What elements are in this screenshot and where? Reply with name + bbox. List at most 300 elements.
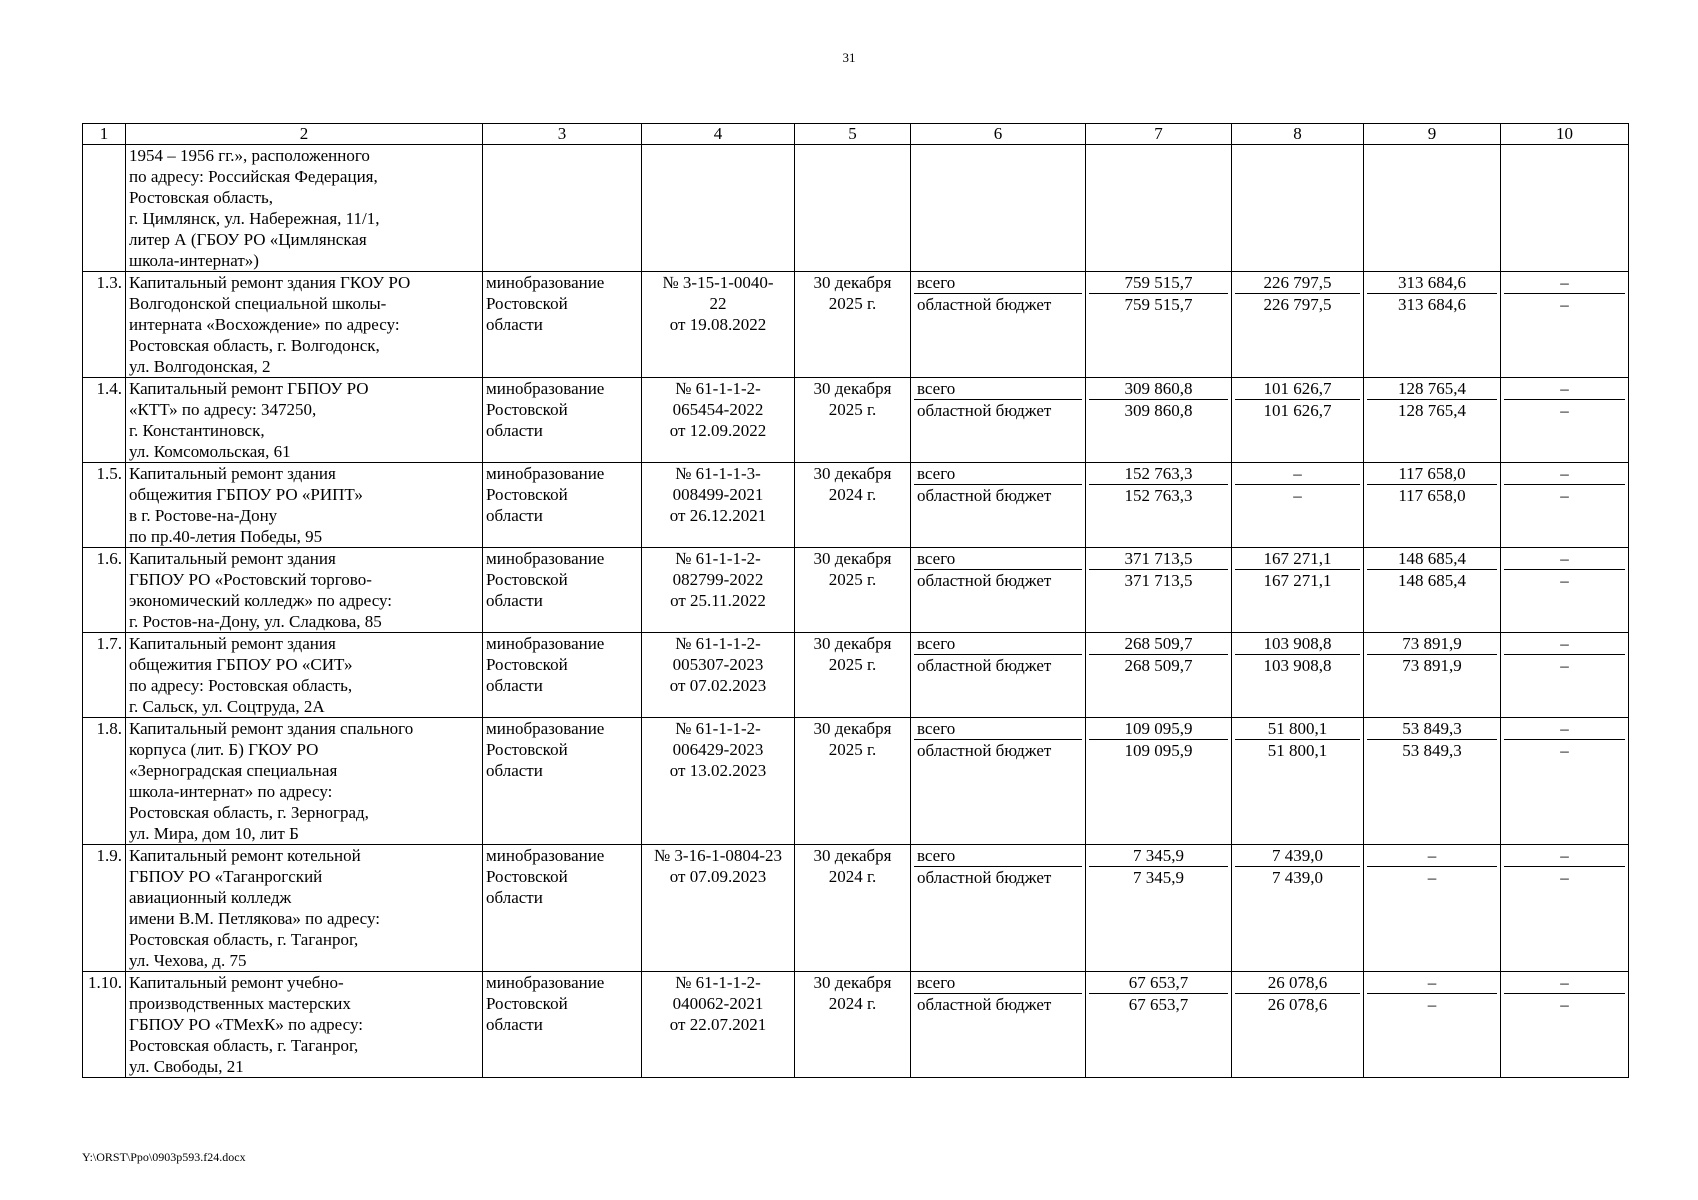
text-line: Ростовской <box>486 485 568 504</box>
row-number-cell: 1.10. <box>83 972 126 1078</box>
object-name-cell <box>126 378 483 463</box>
customer-cell <box>483 972 642 1078</box>
amount-col9-cell-total: 53 849,3 <box>1367 718 1497 740</box>
amount-col9-cell-regional: 117 658,0 <box>1398 486 1466 505</box>
text-line: области <box>486 1015 543 1034</box>
program-table <box>82 123 1629 1078</box>
text-line: литер А (ГБОУ РО «Цимлянская <box>129 230 367 249</box>
text-line: 30 декабря <box>813 549 892 568</box>
deadline-cell <box>795 548 911 633</box>
funding-source-cell-regional: областной бюджет <box>917 741 1052 760</box>
text-line: Ростовской <box>486 400 568 419</box>
amount-col9-cell-regional: 73 891,9 <box>1402 656 1462 675</box>
text-line: 30 декабря <box>813 973 892 992</box>
amount-col8-cell-regional: 167 271,1 <box>1263 571 1332 590</box>
text-line: № 61-1-1-2- <box>675 719 761 738</box>
column-header: 7 <box>1086 124 1232 145</box>
amount-col10-cell-regional: – <box>1560 486 1569 505</box>
object-name-cell <box>126 972 483 1078</box>
amount-col9-cell-total: 148 685,4 <box>1367 548 1497 570</box>
text-line: № 3-16-1-0804-23 <box>653 846 783 865</box>
amount-col9-cell <box>1364 272 1501 378</box>
table-row <box>83 845 1629 972</box>
amount-col10-cell-regional: – <box>1560 401 1569 420</box>
amount-col10-cell <box>1501 718 1629 845</box>
text-line: по адресу: Российская Федерация, <box>129 167 378 186</box>
text-line: Ростовской <box>486 570 568 589</box>
text-line: 22 <box>709 294 727 313</box>
amount-col7-cell <box>1086 378 1232 463</box>
funding-source-cell-total: всего <box>914 845 1082 867</box>
amount-col7-cell-regional: 152 763,3 <box>1124 486 1193 505</box>
document-cell <box>642 633 795 718</box>
empty-cell <box>1501 145 1629 272</box>
amount-col10-cell <box>1501 972 1629 1078</box>
text-line: от 26.12.2021 <box>669 506 767 525</box>
amount-col10-cell-total: – <box>1504 845 1625 867</box>
amount-col7-cell-regional: 371 713,5 <box>1124 571 1193 590</box>
text-line: 1954 – 1956 гг.», расположенного <box>129 146 370 165</box>
amount-col9-cell <box>1364 633 1501 718</box>
text-line: Ростовской <box>486 740 568 759</box>
amount-col8-cell-regional: 26 078,6 <box>1267 995 1328 1014</box>
amount-col10-cell <box>1501 548 1629 633</box>
amount-col9-cell-regional: 148 685,4 <box>1398 571 1466 590</box>
amount-col7-cell-total: 371 713,5 <box>1089 548 1228 570</box>
text-line: корпуса (лит. Б) ГКОУ РО <box>129 740 319 759</box>
amount-col7-cell-total: 152 763,3 <box>1089 463 1228 485</box>
column-header: 2 <box>126 124 483 145</box>
amount-col8-cell-total: 101 626,7 <box>1235 378 1360 400</box>
amount-col10-cell-regional: – <box>1560 656 1569 675</box>
amount-col8-cell <box>1232 845 1364 972</box>
text-line: от 13.02.2023 <box>669 761 767 780</box>
column-numbers-row <box>83 124 1629 145</box>
text-line: № 61-1-1-2- <box>675 634 761 653</box>
text-line: ГБПОУ РО «ТМехК» по адресу: <box>129 1015 363 1034</box>
deadline-cell <box>795 463 911 548</box>
amount-col8-cell <box>1232 378 1364 463</box>
amount-col9-cell-total: – <box>1367 845 1497 867</box>
text-line: интерната «Восхождение» по адресу: <box>129 315 400 334</box>
amount-col10-cell <box>1501 378 1629 463</box>
funding-source-cell-total: всего <box>914 463 1082 485</box>
text-line: области <box>486 761 543 780</box>
text-line: авиационный колледж <box>129 888 292 907</box>
column-header: 3 <box>483 124 642 145</box>
text-line: минобразование <box>486 464 605 483</box>
amount-col8-cell-regional: 7 439,0 <box>1272 868 1323 887</box>
text-line: 2025 г. <box>828 400 877 419</box>
text-line: области <box>486 421 543 440</box>
amount-col7-cell <box>1086 845 1232 972</box>
text-line: 30 декабря <box>813 846 892 865</box>
text-line: № 3-15-1-0040- <box>662 273 774 292</box>
amount-col9-cell-regional: 53 849,3 <box>1402 741 1462 760</box>
amount-col7-cell <box>1086 972 1232 1078</box>
customer-cell <box>483 272 642 378</box>
text-line: Ростовская область, г. Таганрог, <box>129 930 359 949</box>
amount-col9-cell-total: 128 765,4 <box>1367 378 1497 400</box>
amount-col7-cell-total: 67 653,7 <box>1089 972 1228 994</box>
text-line: производственных мастерских <box>129 994 351 1013</box>
text-line: школа-интернат») <box>129 251 259 270</box>
amount-col7-cell <box>1086 633 1232 718</box>
text-line: от 22.07.2021 <box>669 1015 767 1034</box>
amount-col7-cell <box>1086 463 1232 548</box>
amount-col9-cell <box>1364 463 1501 548</box>
object-name-cell <box>126 272 483 378</box>
funding-source-cell <box>911 845 1086 972</box>
amount-col7-cell-total: 109 095,9 <box>1089 718 1228 740</box>
text-line: № 61-1-1-2- <box>675 549 761 568</box>
column-header: 10 <box>1501 124 1629 145</box>
amount-col7-cell-regional: 7 345,9 <box>1133 868 1184 887</box>
text-line: № 61-1-1-3- <box>675 464 761 483</box>
amount-col7-cell-regional: 67 653,7 <box>1128 995 1189 1014</box>
amount-col9-cell <box>1364 378 1501 463</box>
funding-source-cell-regional: областной бюджет <box>917 295 1052 314</box>
text-line: Ростовская область, г. Таганрог, <box>129 1036 359 1055</box>
text-line: 065454-2022 <box>672 400 764 419</box>
funding-source-cell <box>911 718 1086 845</box>
column-header: 5 <box>795 124 911 145</box>
amount-col10-cell <box>1501 272 1629 378</box>
footer-file-path: Y:\ORST\Ppo\0903p593.f24.docx <box>82 1150 246 1164</box>
text-line: Капитальный ремонт здания <box>129 549 336 568</box>
amount-col7-cell-total: 268 509,7 <box>1089 633 1228 655</box>
amount-col10-cell-regional: – <box>1560 571 1569 590</box>
text-line: от 07.02.2023 <box>669 676 767 695</box>
text-line: минобразование <box>486 973 605 992</box>
amount-col10-cell-total: – <box>1504 633 1625 655</box>
funding-source-cell <box>911 272 1086 378</box>
text-line: Ростовской <box>486 655 568 674</box>
text-line: ГБПОУ РО «Таганрогский <box>129 867 323 886</box>
text-line: 2024 г. <box>828 994 877 1013</box>
table-row <box>83 548 1629 633</box>
text-line: ул. Комсомольская, 61 <box>129 442 291 461</box>
object-name-cell <box>126 718 483 845</box>
funding-source-cell <box>911 378 1086 463</box>
text-line: минобразование <box>486 719 605 738</box>
text-line: Капитальный ремонт здания <box>129 464 336 483</box>
text-line: Ростовской <box>486 994 568 1013</box>
amount-col9-cell <box>1364 548 1501 633</box>
document-cell <box>642 718 795 845</box>
text-line: области <box>486 591 543 610</box>
table-row <box>83 972 1629 1078</box>
customer-cell <box>483 718 642 845</box>
amount-col9-cell-total: 313 684,6 <box>1367 272 1497 294</box>
amount-col9-cell-total: 117 658,0 <box>1367 463 1497 485</box>
amount-col8-cell-total: 51 800,1 <box>1235 718 1360 740</box>
text-line: 008499-2021 <box>672 485 764 504</box>
text-line: от 07.09.2023 <box>669 867 767 886</box>
deadline-cell <box>795 272 911 378</box>
text-line: по адресу: Ростовская область, <box>129 676 353 695</box>
text-line: минобразование <box>486 549 605 568</box>
row-number-cell: 1.4. <box>83 378 126 463</box>
deadline-cell <box>795 972 911 1078</box>
row-number-cell: 1.7. <box>83 633 126 718</box>
amount-col8-cell-total: – <box>1235 463 1360 485</box>
amount-col8-cell-regional: 226 797,5 <box>1263 295 1332 314</box>
amount-col8-cell <box>1232 633 1364 718</box>
text-line: общежития ГБПОУ РО «РИПТ» <box>129 485 363 504</box>
text-line: 005307-2023 <box>672 655 764 674</box>
text-line: минобразование <box>486 634 605 653</box>
amount-col8-cell-regional: 101 626,7 <box>1263 401 1332 420</box>
text-line: Капитальный ремонт ГБПОУ РО <box>129 379 369 398</box>
text-line: Капитальный ремонт учебно- <box>129 973 344 992</box>
text-line: 30 декабря <box>813 273 892 292</box>
text-line: Капитальный ремонт котельной <box>129 846 361 865</box>
amount-col10-cell-regional: – <box>1560 741 1569 760</box>
page-number: 31 <box>842 50 856 65</box>
amount-col8-cell <box>1232 463 1364 548</box>
text-line: № 61-1-1-2- <box>675 973 761 992</box>
row-number-cell: 1.6. <box>83 548 126 633</box>
amount-col9-cell-total: 73 891,9 <box>1367 633 1497 655</box>
table-row <box>83 378 1629 463</box>
text-line: г. Ростов-на-Дону, ул. Сладкова, 85 <box>129 612 382 631</box>
amount-col10-cell-total: – <box>1504 718 1625 740</box>
amount-col10-cell-total: – <box>1504 548 1625 570</box>
funding-source-cell-regional: областной бюджет <box>917 656 1052 675</box>
text-line: 2025 г. <box>828 740 877 759</box>
document-cell <box>642 378 795 463</box>
text-line: Капитальный ремонт здания ГКОУ РО <box>129 273 411 292</box>
text-line: Волгодонской специальной школы- <box>129 294 387 313</box>
text-line: 006429-2023 <box>672 740 764 759</box>
text-line: ул. Чехова, д. 75 <box>129 951 247 970</box>
continuation-row <box>83 145 1629 272</box>
funding-source-cell-total: всего <box>914 378 1082 400</box>
amount-col9-cell-regional: 128 765,4 <box>1398 401 1466 420</box>
amount-col7-cell <box>1086 718 1232 845</box>
column-header: 1 <box>83 124 126 145</box>
text-line: Ростовской <box>486 867 568 886</box>
text-line: ул. Мира, дом 10, лит Б <box>129 824 299 843</box>
amount-col9-cell-regional: – <box>1427 995 1437 1014</box>
funding-source-cell <box>911 633 1086 718</box>
text-line: 2025 г. <box>828 570 877 589</box>
document-cell <box>642 845 795 972</box>
text-line: области <box>486 315 543 334</box>
amount-col7-cell <box>1086 548 1232 633</box>
empty-cell <box>642 145 795 272</box>
amount-col10-cell <box>1501 633 1629 718</box>
object-name-cell <box>126 633 483 718</box>
customer-cell <box>483 378 642 463</box>
empty-cell <box>1364 145 1501 272</box>
text-line: Ростовская область, <box>129 188 274 207</box>
funding-source-cell-total: всего <box>914 633 1082 655</box>
amount-col7-cell-regional: 268 509,7 <box>1124 656 1193 675</box>
customer-cell <box>483 463 642 548</box>
column-header: 9 <box>1364 124 1501 145</box>
amount-col8-cell-total: 7 439,0 <box>1235 845 1360 867</box>
object-name-cell <box>126 463 483 548</box>
amount-col10-cell <box>1501 845 1629 972</box>
funding-source-cell-regional: областной бюджет <box>917 571 1052 590</box>
text-line: ул. Свободы, 21 <box>129 1057 244 1076</box>
text-line: «Зерноградская специальная <box>129 761 338 780</box>
row-number-cell: 1.3. <box>83 272 126 378</box>
object-name-cell <box>126 145 483 272</box>
text-line: области <box>486 676 543 695</box>
funding-source-cell-regional: областной бюджет <box>917 868 1052 887</box>
funding-source-cell-total: всего <box>914 548 1082 570</box>
deadline-cell <box>795 718 911 845</box>
amount-col7-cell-regional: 759 515,7 <box>1124 295 1193 314</box>
text-line: минобразование <box>486 379 605 398</box>
amount-col9-cell-total: – <box>1367 972 1497 994</box>
amount-col8-cell-total: 226 797,5 <box>1235 272 1360 294</box>
deadline-cell <box>795 378 911 463</box>
amount-col9-cell <box>1364 972 1501 1078</box>
document-cell <box>642 463 795 548</box>
text-line: «КТТ» по адресу: 347250, <box>129 400 317 419</box>
document-cell <box>642 272 795 378</box>
text-line: 30 декабря <box>813 634 892 653</box>
text-line: экономический колледж» по адресу: <box>129 591 393 610</box>
amount-col10-cell-total: – <box>1504 972 1625 994</box>
funding-source-cell <box>911 548 1086 633</box>
amount-col10-cell <box>1501 463 1629 548</box>
text-line: 2025 г. <box>828 655 877 674</box>
amount-col9-cell-regional: 313 684,6 <box>1398 295 1466 314</box>
amount-col7-cell-regional: 309 860,8 <box>1124 401 1193 420</box>
empty-cell <box>795 145 911 272</box>
text-line: школа-интернат» по адресу: <box>129 782 333 801</box>
table-row <box>83 272 1629 378</box>
text-line: Ростовская область, г. Волгодонск, <box>129 336 380 355</box>
column-header: 8 <box>1232 124 1364 145</box>
amount-col7-cell-total: 759 515,7 <box>1089 272 1228 294</box>
text-line: Капитальный ремонт здания спального <box>129 719 414 738</box>
document-cell <box>642 548 795 633</box>
text-line: 082799-2022 <box>672 570 764 589</box>
amount-col10-cell-total: – <box>1504 463 1625 485</box>
row-number-cell: 1.9. <box>83 845 126 972</box>
text-line: ГБПОУ РО «Ростовский торгово- <box>129 570 372 589</box>
funding-source-cell-total: всего <box>914 718 1082 740</box>
amount-col8-cell <box>1232 972 1364 1078</box>
text-line: 30 декабря <box>813 464 892 483</box>
deadline-cell <box>795 845 911 972</box>
column-header: 6 <box>911 124 1086 145</box>
funding-source-cell <box>911 972 1086 1078</box>
amount-col7-cell-total: 309 860,8 <box>1089 378 1228 400</box>
object-name-cell <box>126 845 483 972</box>
amount-col7-cell-regional: 109 095,9 <box>1124 741 1193 760</box>
table-row <box>83 463 1629 548</box>
text-line: от 12.09.2022 <box>669 421 767 440</box>
text-line: г. Константиновск, <box>129 421 265 440</box>
text-line: 040062-2021 <box>672 994 764 1013</box>
customer-cell <box>483 633 642 718</box>
text-line: ул. Волгодонская, 2 <box>129 357 271 376</box>
deadline-cell <box>795 633 911 718</box>
customer-cell <box>483 548 642 633</box>
amount-col8-cell <box>1232 272 1364 378</box>
funding-source-cell <box>911 463 1086 548</box>
text-line: общежития ГБПОУ РО «СИТ» <box>129 655 353 674</box>
text-line: г. Сальск, ул. Соцтруда, 2А <box>129 697 325 716</box>
text-line: по пр.40-летия Победы, 95 <box>129 527 323 546</box>
column-header: 4 <box>642 124 795 145</box>
empty-cell <box>911 145 1086 272</box>
text-line: 2025 г. <box>828 294 877 313</box>
table-row <box>83 633 1629 718</box>
funding-source-cell-total: всего <box>914 272 1082 294</box>
text-line: Ростовской <box>486 294 568 313</box>
row-number-cell <box>83 145 126 272</box>
amount-col10-cell-regional: – <box>1560 868 1569 887</box>
text-line: 2024 г. <box>828 485 877 504</box>
amount-col8-cell-regional: 103 908,8 <box>1263 656 1332 675</box>
text-line: минобразование <box>486 273 605 292</box>
amount-col10-cell-regional: – <box>1560 295 1569 314</box>
text-line: Капитальный ремонт здания <box>129 634 336 653</box>
amount-col8-cell-total: 103 908,8 <box>1235 633 1360 655</box>
funding-source-cell-total: всего <box>914 972 1082 994</box>
amount-col8-cell <box>1232 548 1364 633</box>
text-line: Ростовская область, г. Зерноград, <box>129 803 369 822</box>
amount-col10-cell-total: – <box>1504 378 1625 400</box>
object-name-cell <box>126 548 483 633</box>
amount-col9-cell <box>1364 845 1501 972</box>
empty-cell <box>1086 145 1232 272</box>
empty-cell <box>483 145 642 272</box>
text-line: минобразование <box>486 846 605 865</box>
amount-col7-cell <box>1086 272 1232 378</box>
amount-col7-cell-total: 7 345,9 <box>1089 845 1228 867</box>
row-number-cell: 1.8. <box>83 718 126 845</box>
amount-col9-cell <box>1364 718 1501 845</box>
amount-col10-cell-regional: – <box>1560 995 1569 1014</box>
amount-col8-cell-total: 26 078,6 <box>1235 972 1360 994</box>
document-cell <box>642 972 795 1078</box>
text-line: области <box>486 506 543 525</box>
funding-source-cell-regional: областной бюджет <box>917 486 1052 505</box>
text-line: № 61-1-1-2- <box>675 379 761 398</box>
amount-col8-cell-total: 167 271,1 <box>1235 548 1360 570</box>
customer-cell <box>483 845 642 972</box>
text-line: 30 декабря <box>813 379 892 398</box>
text-line: в г. Ростове-на-Дону <box>129 506 278 525</box>
text-line: от 19.08.2022 <box>669 315 767 334</box>
funding-source-cell-regional: областной бюджет <box>917 401 1052 420</box>
amount-col8-cell <box>1232 718 1364 845</box>
text-line: имени В.М. Петлякова» по адресу: <box>129 909 381 928</box>
amount-col10-cell-total: – <box>1504 272 1625 294</box>
text-line: области <box>486 888 543 907</box>
table-row <box>83 718 1629 845</box>
text-line: 30 декабря <box>813 719 892 738</box>
row-number-cell: 1.5. <box>83 463 126 548</box>
text-line: г. Цимлянск, ул. Набережная, 11/1, <box>129 209 380 228</box>
amount-col9-cell-regional: – <box>1427 868 1437 887</box>
funding-source-cell-regional: областной бюджет <box>917 995 1052 1014</box>
text-line: от 25.11.2022 <box>670 591 766 610</box>
text-line: 2024 г. <box>828 867 877 886</box>
empty-cell <box>1232 145 1364 272</box>
amount-col8-cell-regional: – <box>1293 486 1302 505</box>
amount-col8-cell-regional: 51 800,1 <box>1267 741 1328 760</box>
